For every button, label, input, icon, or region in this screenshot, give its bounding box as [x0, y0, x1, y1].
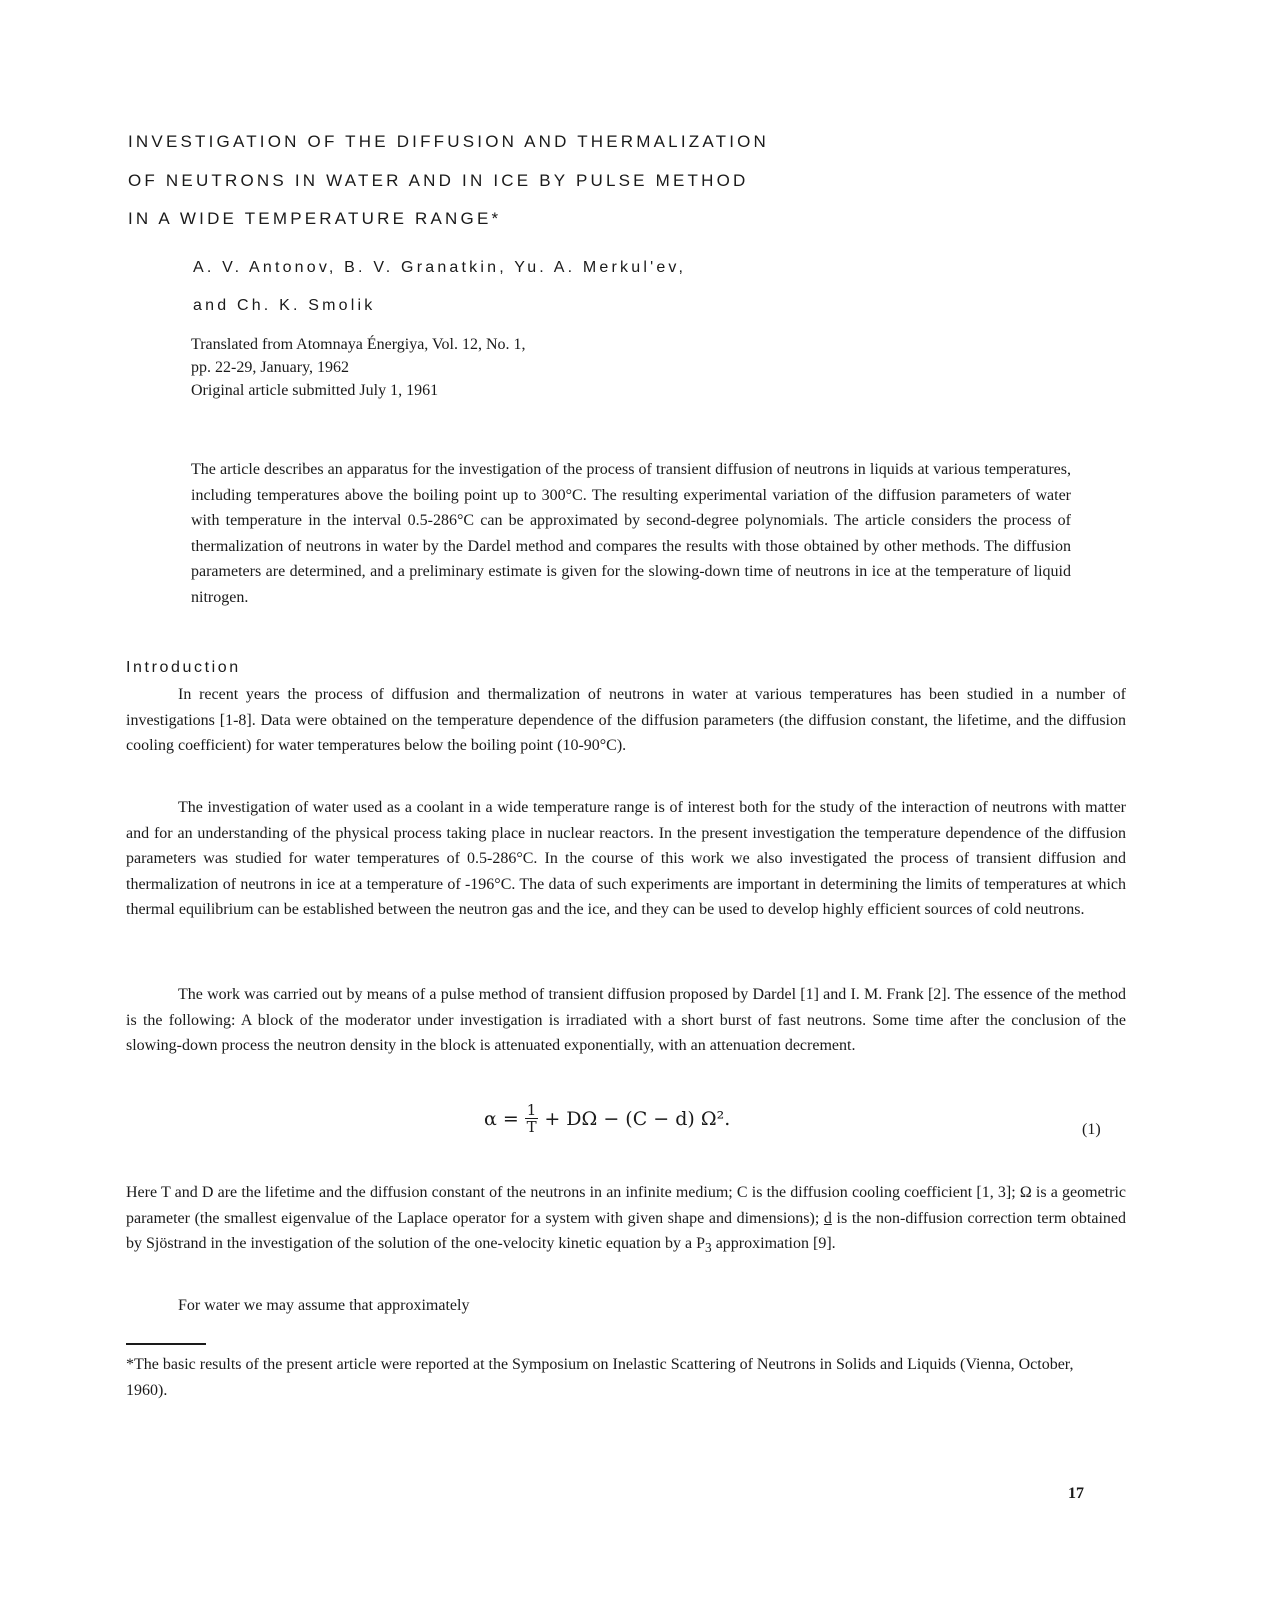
page-number: 17: [1068, 1485, 1084, 1502]
equation-fraction: [525, 1102, 539, 1135]
authors-line-2: and Ch. K. Smolik: [193, 297, 376, 314]
abstract: The article describes an apparatus for the investigation of the process of transient diffusion of neutrons in liquids at various temperatures, including temperatures above the boiling point up to 300°C. The resulting experimental variation of the diffusion parameters of water with temperature in the interval 0.5-286°C can be approximated by second-degree polynomials. The article considers the process of thermalization of neutrons in water by the Dardel method and compares the results with those obtained by other methods. The diffusion parameters are determined, and a preliminary estimate is given for the slowing-down time of neutrons in ice at the temperature of liquid nitrogen.: [191, 461, 1071, 606]
footnote-divider: [126, 1343, 206, 1345]
section-heading-introduction: Introduction: [126, 659, 241, 676]
paragraph-3: The work was carried out by means of a pulse method of transient diffusion proposed by Dardel [1] and I. M. Frank [2]. The essence of the method is the following: A block of the moderator under investigation is irradiated with a short burst of fast neutrons. Some time after the conclusion of the slowing-down process the neutron density in the block is attenuated exponentially, with an attenuation decrement.: [126, 986, 1126, 1054]
paragraph-4-part-c: approximation [9].: [711, 1235, 836, 1252]
equation-rhs: + DΩ − (C − d) Ω².: [544, 1107, 731, 1130]
equation-1: [484, 1102, 730, 1135]
paragraph-2: The investigation of water used as a coolant in a wide temperature range is of interest both for the study of the interaction of neutrons with matter and for an understanding of the physical process taking place in nuclear reactors. In the present investigation the temperature dependence of the diffusion parameters was studied for water temperatures of 0.5-286°C. In the course of this work we also investigated the process of transient diffusion and thermalization of neutrons in ice at a temperature of -196°C. The data of such experiments are important in determining the limits of temperatures at which thermal equilibrium can be established between the neutron gas and the ice, and they can be used to develop highly efficient sources of cold neutrons.: [126, 799, 1126, 918]
paragraph-1: In recent years the process of diffusion and thermalization of neutrons in water at various temperatures has been studied in a number of investigations [1-8]. Data were obtained on the temperature dependence of the diffusion parameters (the diffusion constant, the lifetime, and the diffusion cooling coefficient) for water temperatures below the boiling point (10-90°C).: [126, 686, 1126, 754]
paragraph-4-part-b: is the non-diffusion correction term obtained by Sjöstrand in the investigation of the solution of the one-velocity kinetic equation by a P: [126, 1209, 1127, 1252]
translation-source: Translated from Atomnaya Énergiya, Vol. 12, No. 1,: [191, 336, 526, 353]
paragraph-5: For water we may assume that approximately: [178, 1297, 470, 1314]
equation-number: (1): [1082, 1121, 1101, 1138]
title-line-1: INVESTIGATION OF THE DIFFUSION AND THERMALIZATION: [128, 132, 770, 151]
paragraph-4-part-a: Here T and D are the lifetime and the diffusion constant of the neutrons in an infinite medium; C is the diffusion cooling coefficient [1, 3]; Ω is a geometric parameter (the smallest eigenvalue of the Laplace operator for a system with given shape and dimensions);: [126, 1184, 1126, 1227]
title-line-2: OF NEUTRONS IN WATER AND IN ICE BY PULSE METHOD: [128, 171, 749, 190]
equation-lhs: α =: [484, 1107, 519, 1130]
fraction-numerator: 1: [526, 1101, 537, 1119]
paragraph-4-d-symbol: d: [823, 1209, 832, 1227]
translation-pages: pp. 22-29, January, 1962: [191, 359, 350, 376]
submission-date: Original article submitted July 1, 1961: [191, 382, 439, 399]
title-line-3: IN A WIDE TEMPERATURE RANGE*: [128, 209, 502, 228]
translation-info: [191, 333, 526, 402]
footnote: *The basic results of the present article were reported at the Symposium on Inelastic Scattering of Neutrons in Solids and Liquids (Vienna, October, 1960).: [126, 1356, 1074, 1399]
authors-line-1: A. V. Antonov, B. V. Granatkin, Yu. A. Merkul'ev,: [193, 259, 687, 276]
paragraph-4: [126, 1180, 1126, 1261]
paragraph-4-subscript: 3: [705, 1240, 712, 1256]
fraction-denominator: T: [526, 1118, 537, 1136]
